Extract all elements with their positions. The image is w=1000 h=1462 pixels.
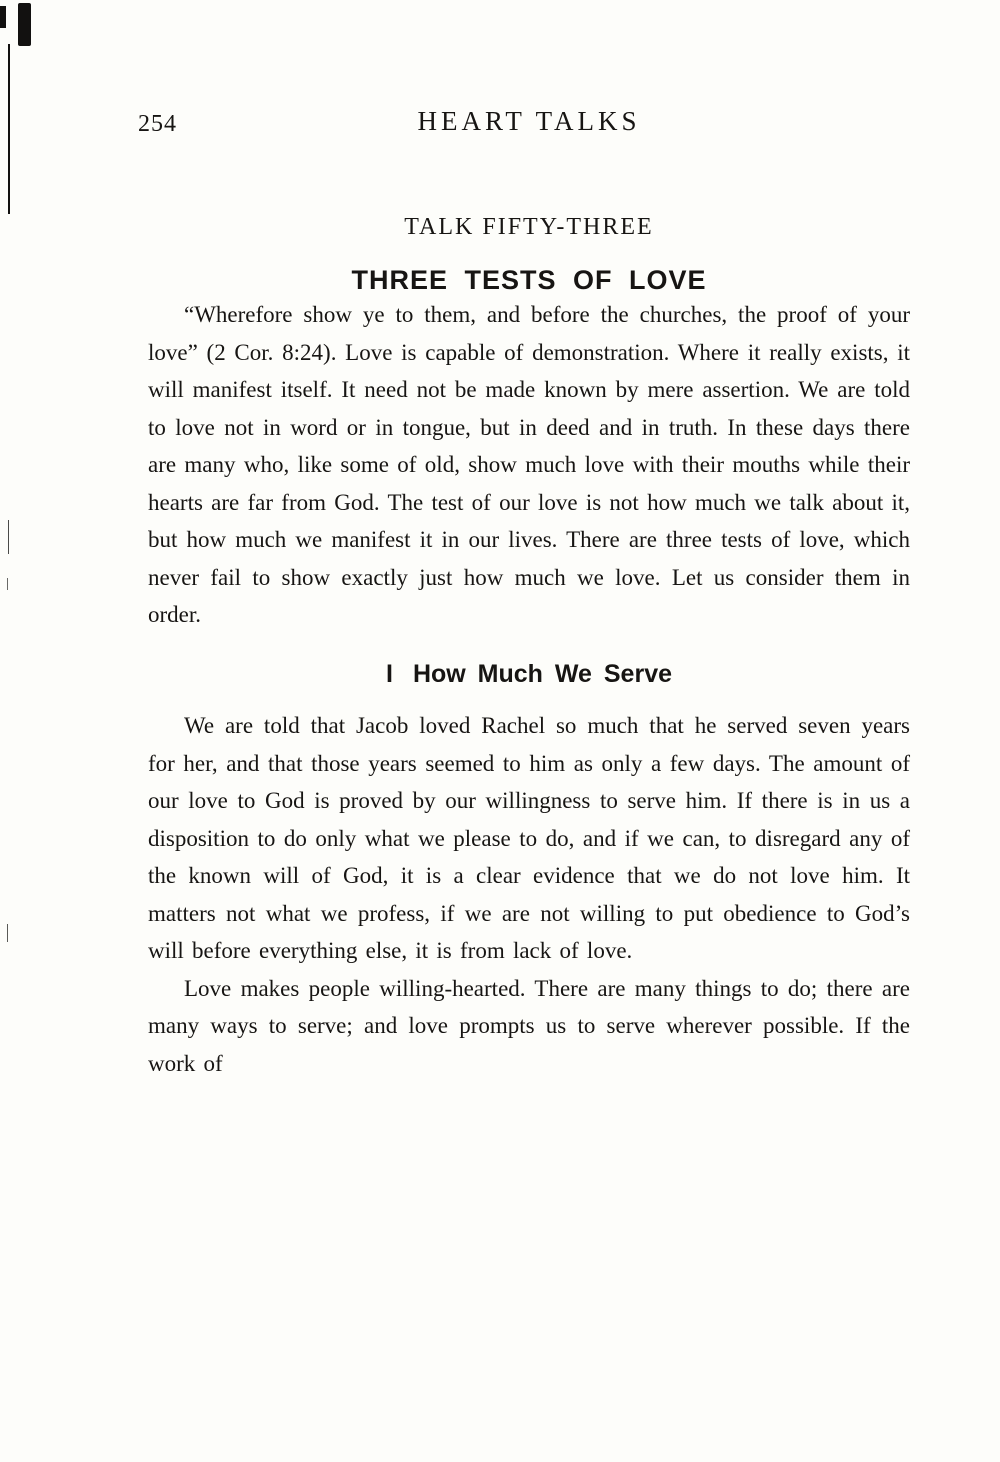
paragraph: We are told that Jacob loved Rachel so much that he served seven years for her, and that those years seemed to him as only a few days. The amount of our love to God is proved by our willingness to serve him. If there is in us a disposition to do only what we please to do, and if we can, to disregard any of the known will of God, it is a clear evidence that we do not love him. It matters not what we profess, if we are not willing to put obedience to God’s will before everything else, it is from lack of love. [148, 713, 910, 963]
section-numeral: I [386, 659, 393, 688]
body-text [148, 296, 910, 1082]
binding-edge-line [8, 44, 10, 214]
binding-edge-line [7, 924, 8, 942]
paragraph: Love makes people willing-hearted. There are many things to do; there are many ways to serve; and love prompts us to serve wherever possible. If the work of [148, 975, 910, 1076]
page-content [138, 0, 910, 1082]
chapter-title: THREE TESTS OF LOVE [351, 265, 707, 295]
paragraph: “Wherefore show ye to them, and before the churches, the proof of your love” (2 Cor. 8:24). Love is capable of demonstration. Where it really exists, it will manifest itself. It need not be made known by mere assertion. We are told to love not in word or in tongue, but in deed and in truth. In these days there are many who, like some of old, show much love with their mouths while their hearts are far from God. The test of our love is not how much we talk about it, but how much we manifest it in our lives. There are three tests of love, which never fail to show exactly just how much we love. Let us consider them in order. [148, 302, 910, 627]
talk-label: TALK FIFTY-THREE [404, 214, 654, 240]
binding-edge-line [8, 520, 9, 554]
scan-ink-artifact [0, 6, 6, 28]
page-header [138, 106, 910, 142]
page-number: 254 [138, 111, 177, 137]
scan-ink-artifact [18, 3, 31, 46]
section-title: How Much We Serve [412, 659, 672, 688]
section-heading [148, 656, 910, 694]
binding-edge-line [7, 578, 8, 590]
running-title: HEART TALKS [417, 106, 641, 136]
